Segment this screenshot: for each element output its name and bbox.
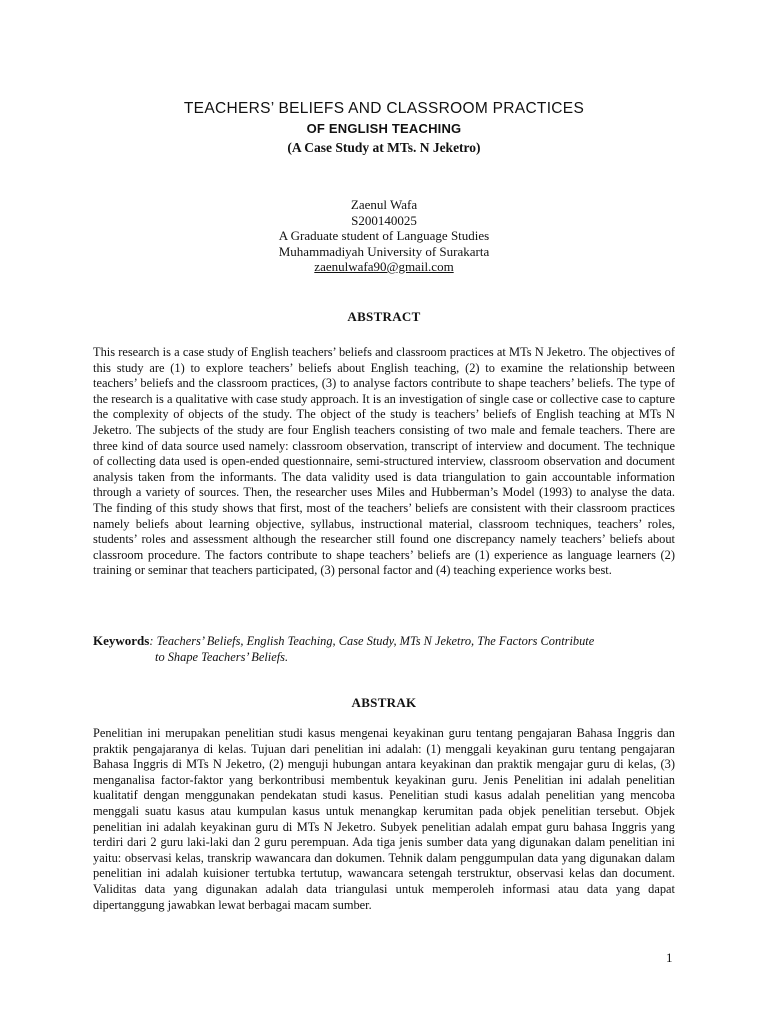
abstract-heading: ABSTRACT [347,309,421,324]
keywords-line-1: : Teachers’ Beliefs, English Teaching, Case Study, MTs N Jeketro, The Factors Contribute [149,634,595,648]
page-number: 1 [666,950,673,965]
author-university: Muhammadiyah University of Surakarta [278,243,490,259]
author-block [0,197,768,275]
author-role: A Graduate student of Language Studies [278,228,490,243]
keywords-block [93,633,675,665]
abstract-body: This research is a case study of English teachers’ beliefs and classroom practices at MTs N Jeketro. The objectives of this study are (1) to explore teachers’ beliefs about English teaching, (2) to examine the relationship between teachers’ beliefs and the classroom practices, (3) to analyse factors contribute to shape teachers’ beliefs. The type of the research is a qualitative with case study approach. It is an investigation of single case or collective case to capture the complexity of objects of the study. The object of the study is teachers’ beliefs of English teaching at MTs N Jeketro. The subjects of the study are four English teachers consisting of two male and female teachers. There are three kind of data source used namely: classroom observation, transcript of interview and document. The technique of collecting data used is open-ended questionnaire, semi-structured interview, classroom observation and document analysis taken from the informants. The data validity used is data triangulation to gain accountable information through a variety of sources. Then, the researcher uses Miles and Hubberman’s Model (1993) to analyse the data. The finding of this study shows that first, most of the teachers’ beliefs are consistent with their classroom practices namely beliefs about learning objective, syllabus, instructional material, classroom techniques, teachers’ roles, students’ roles and assessment although the researcher still found one discrepancy namely teachers’ beliefs about classroom procedure. The factors contribute to shape teachers’ beliefs are (1) experience as language learners (2) training or seminar that teachers participated, (3) personal factor and (4) teaching experience works best. [93,345,675,578]
paper-subtitle: OF ENGLISH TEACHING [306,121,462,136]
author-email-link[interactable]: zaenulwafa90@gmail.com [314,259,454,274]
abstrak-heading: ABSTRAK [351,695,417,710]
paper-case-study-subtitle: (A Case Study at MTs. N Jeketro) [287,140,481,155]
author-student-id: S200140025 [351,212,417,228]
keywords-line-2: to Shape Teachers’ Beliefs. [155,650,289,664]
author-name: Zaenul Wafa [350,197,418,212]
abstrak-body: Penelitian ini merupakan penelitian studi kasus mengenai keyakinan guru tentang pengajaran Bahasa Inggris dan praktik pengajaranya di kelas. Tujuan dari penelitian ini adalah: (1) menggali keyakinan guru tentang pengajaran Bahasa Inggris di MTs N Jeketro, (2) menguji hubungan antara keyakinan dan praktik mengajar guru di kelas, (3) menganalisa factor-faktor yang berkontribusi membentuk keyakinan guru. Jenis Penelitian ini adalah penelitian kualitatif dengan menggunakan pendekatan studi kasus. Penelitian studi kasus adalah penelitian yang mencoba menggali suatu kasus atau kumpulan kasus untuk menangkap kerumitan pada objek penelitian tersebut. Objek penelitian ini adalah keyakinan guru di MTs N Jeketro. Subyek penelitian adalah empat guru bahasa Inggris yang terdiri dari 2 guru laki-laki dan 2 guru perempuan. Ada tiga jenis sumber data yang digunakan dalam penelitian ini yaitu: observasi kelas, transkrip wawancara dan dokumen. Tehnik dalam penggumpulan data yang digunakan dalam penelitian ini adalah kuisioner tertubka tertutup, wawancara setengah terstruktur, observasi kelas dan document. Validitas data yang digunakan adalah data triangulasi untuk memperoleh informasi atau data yang dapat dipertanggung jawabkan lewat berbagai macam sumber. [93,726,675,912]
paper-title: TEACHERS’ BELIEFS AND CLASSROOM PRACTICES [183,100,585,117]
keywords-label: Keywords [93,633,150,648]
